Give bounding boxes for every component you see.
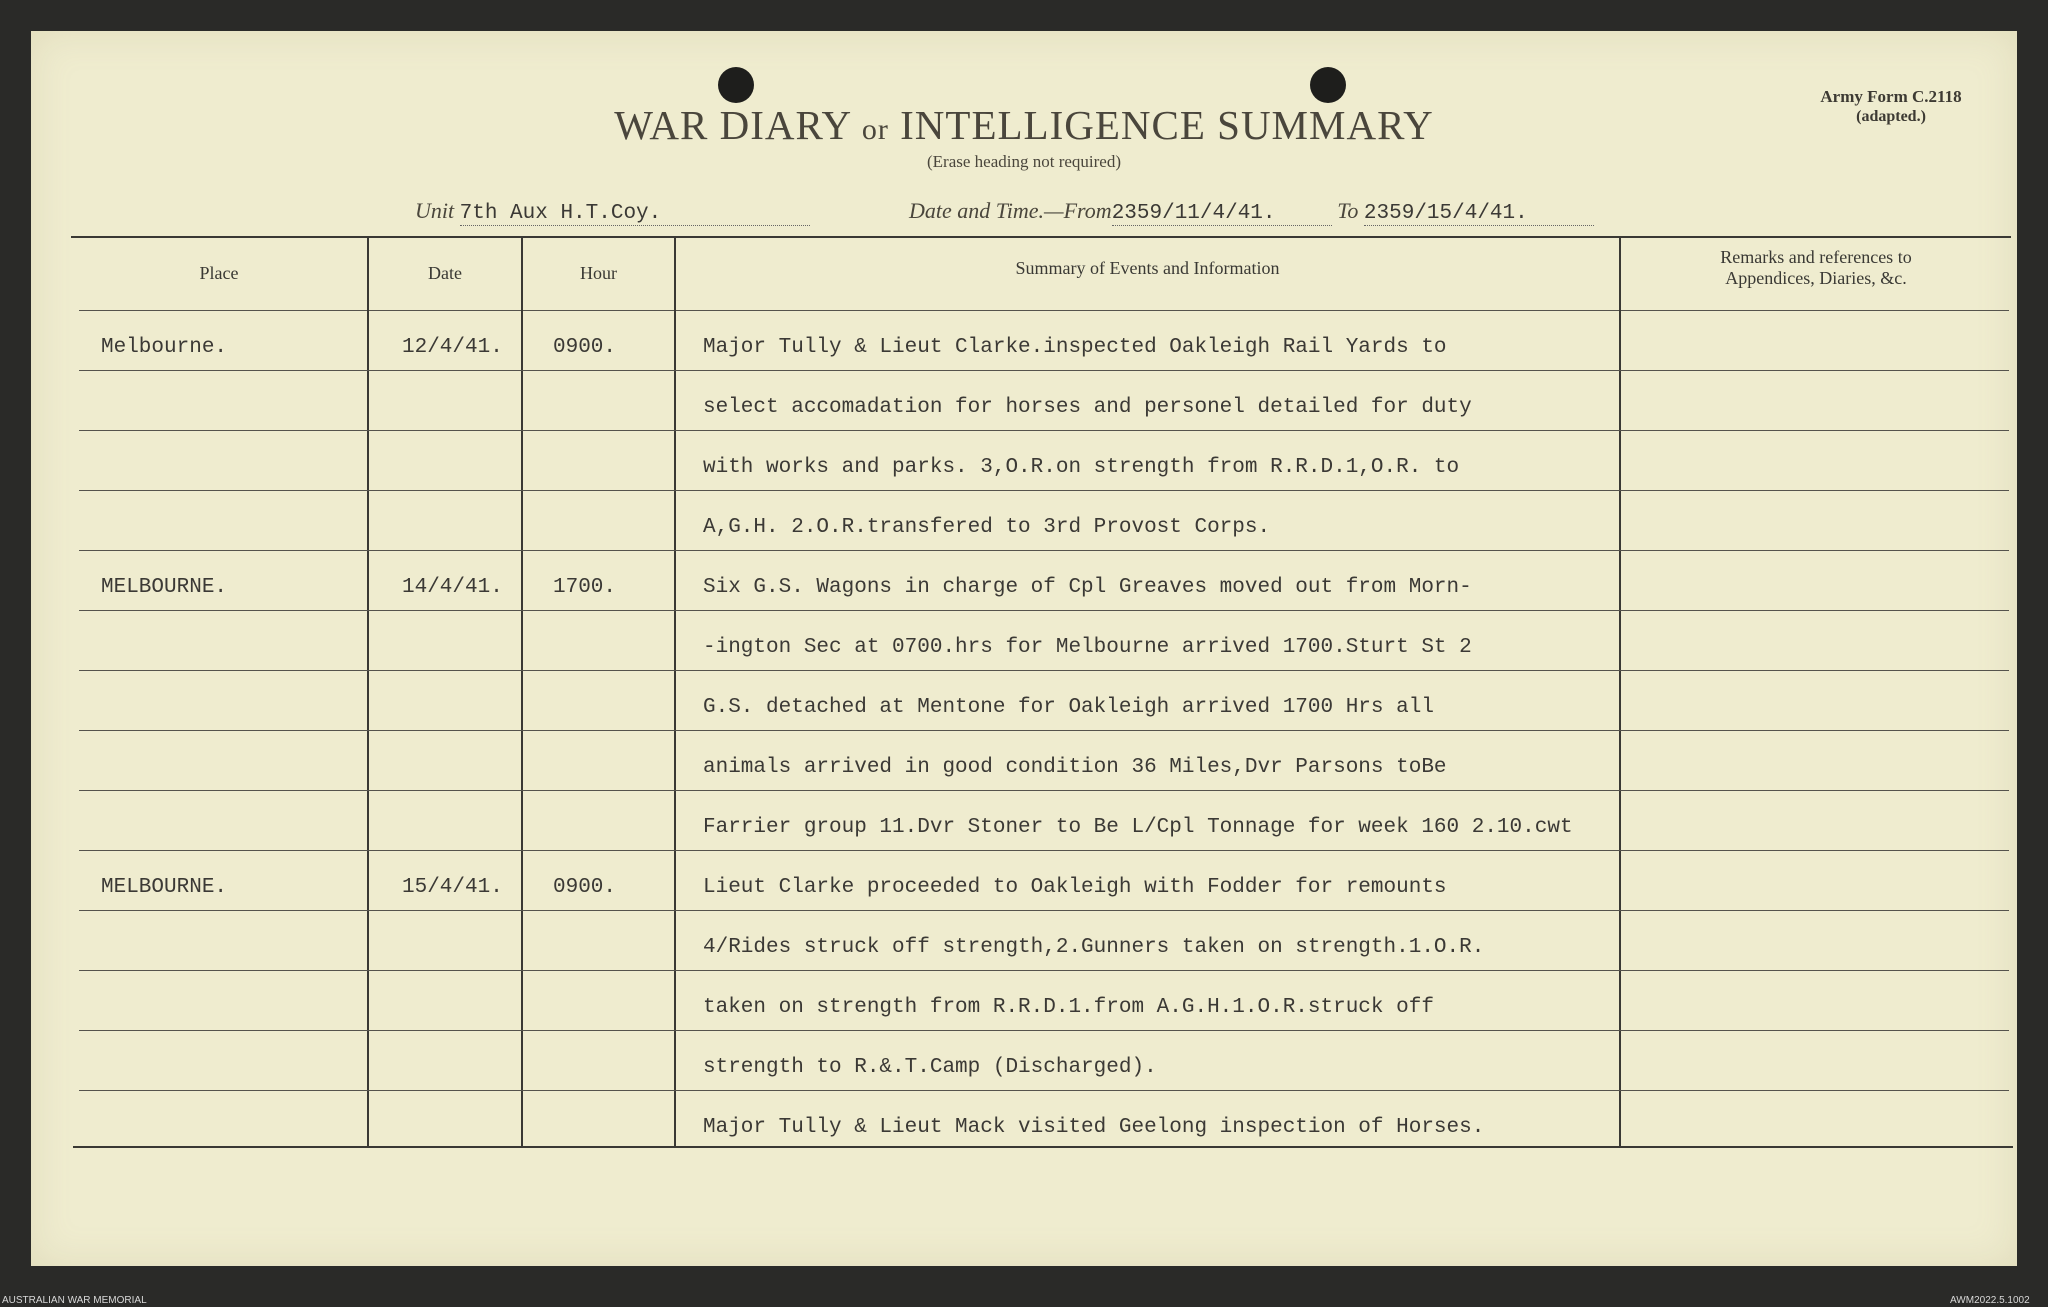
col-divider-3 bbox=[674, 236, 676, 1148]
header-remarks: Remarks and references to Appendices, Diaries, &c. bbox=[1720, 247, 1912, 288]
row-rule bbox=[79, 730, 2009, 731]
header-hour: Hour bbox=[580, 263, 617, 283]
punch-hole-left bbox=[718, 67, 754, 103]
row-rule bbox=[79, 850, 2009, 851]
row-date: 12/4/41. bbox=[402, 336, 503, 359]
row-rule bbox=[79, 610, 2009, 611]
header-summary: Summary of Events and Information bbox=[1015, 258, 1280, 278]
row-rule bbox=[79, 430, 2009, 431]
row-date: 14/4/41. bbox=[402, 576, 503, 599]
row-summary: Major Tully & Lieut Mack visited Geelong inspection of Horses. bbox=[703, 1116, 1485, 1139]
row-rule bbox=[79, 1090, 2009, 1091]
row-rule bbox=[79, 970, 2009, 971]
row-rule bbox=[79, 370, 2009, 371]
row-summary: taken on strength from R.R.D.1.from A.G.H.1.O.R.struck off bbox=[703, 996, 1434, 1019]
row-summary: strength to R.&.T.Camp (Discharged). bbox=[703, 1056, 1157, 1079]
document-title: WAR DIARY or INTELLIGENCE SUMMARY bbox=[614, 102, 1434, 148]
row-rule bbox=[79, 670, 2009, 671]
row-summary: -ington Sec at 0700.hrs for Melbourne arrived 1700.Sturt St 2 bbox=[703, 636, 1472, 659]
row-summary: with works and parks. 3,O.R.on strength from R.R.D.1,O.R. to bbox=[703, 456, 1460, 479]
row-summary: Major Tully & Lieut Clarke.inspected Oakleigh Rail Yards to bbox=[703, 336, 1447, 359]
header-date: Date bbox=[428, 263, 462, 283]
row-place: MELBOURNE. bbox=[101, 576, 228, 599]
unit-line: Unit 7th Aux H.T.Coy. bbox=[415, 198, 810, 226]
row-summary: Farrier group 11.Dvr Stoner to Be L/Cpl Tonnage for week 160 2.10.cwt bbox=[703, 816, 1573, 839]
row-rule bbox=[79, 490, 2009, 491]
footer-right: AWM2022.5.1002 bbox=[1950, 1295, 2030, 1306]
row-rule bbox=[79, 910, 2009, 911]
row-place: MELBOURNE. bbox=[101, 876, 228, 899]
diary-page bbox=[31, 31, 2017, 1266]
row-rule bbox=[79, 1030, 2009, 1031]
footer-left: AUSTRALIAN WAR MEMORIAL bbox=[2, 1295, 147, 1306]
document-subtitle: (Erase heading not required) bbox=[927, 152, 1121, 171]
army-form-number: Army Form C.2118 (adapted.) bbox=[1820, 87, 1962, 125]
row-rule bbox=[79, 550, 2009, 551]
row-summary: Lieut Clarke proceeded to Oakleigh with Fodder for remounts bbox=[703, 876, 1447, 899]
row-place: Melbourne. bbox=[101, 336, 228, 359]
row-summary: A,G.H. 2.O.R.transfered to 3rd Provost Corps. bbox=[703, 516, 1271, 539]
row-rule bbox=[79, 790, 2009, 791]
col-divider-1 bbox=[367, 236, 369, 1148]
row-summary: select accomadation for horses and personel detailed for duty bbox=[703, 396, 1472, 419]
header-place: Place bbox=[199, 263, 239, 283]
row-summary: G.S. detached at Mentone for Oakleigh arrived 1700 Hrs all bbox=[703, 696, 1434, 719]
row-summary: animals arrived in good condition 36 Miles,Dvr Parsons toBe bbox=[703, 756, 1447, 779]
punch-hole-right bbox=[1310, 67, 1346, 103]
row-hour: 1700. bbox=[553, 576, 617, 599]
from-value: 2359/11/4/41. bbox=[1112, 202, 1332, 226]
date-time-line: Date and Time.—From2359/11/4/41. To 2359/15/4/41. bbox=[909, 198, 1594, 226]
table-bottom-rule bbox=[73, 1146, 2013, 1148]
row-hour: 0900. bbox=[553, 336, 617, 359]
to-value: 2359/15/4/41. bbox=[1364, 202, 1594, 226]
col-divider-2 bbox=[521, 236, 523, 1148]
row-hour: 0900. bbox=[553, 876, 617, 899]
table-top-rule bbox=[71, 236, 2011, 238]
row-date: 15/4/41. bbox=[402, 876, 503, 899]
row-summary: Six G.S. Wagons in charge of Cpl Greaves moved out from Morn- bbox=[703, 576, 1472, 599]
row-summary: 4/Rides struck off strength,2.Gunners taken on strength.1.O.R. bbox=[703, 936, 1485, 959]
unit-value: 7th Aux H.T.Coy. bbox=[460, 202, 810, 226]
col-divider-4 bbox=[1619, 236, 1621, 1148]
